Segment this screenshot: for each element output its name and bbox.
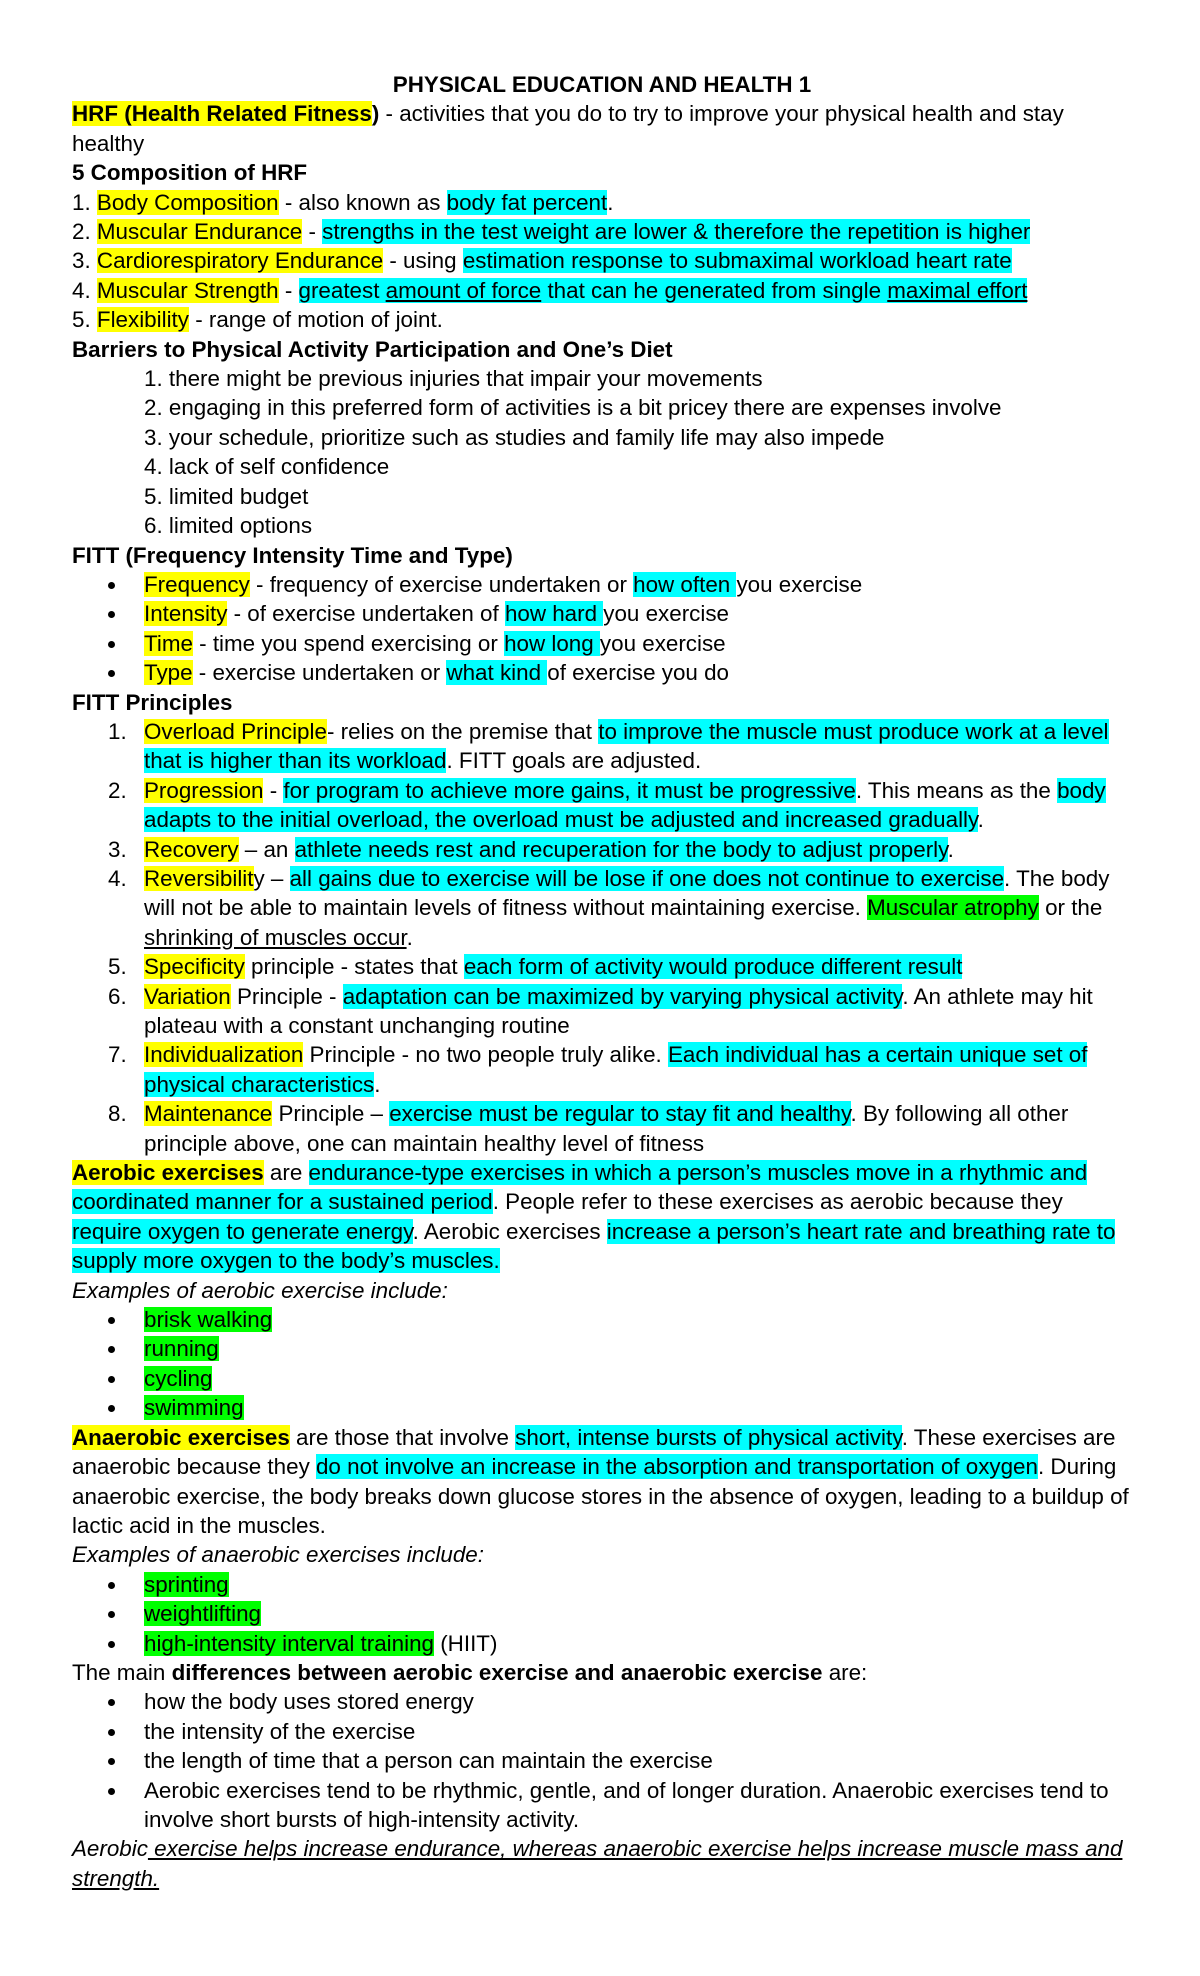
- anaerobic-paragraph: Anaerobic exercises are those that involve short, intense bursts of physical activity. These exercises are anaerobic because they do not involve an increase in the absorption and transportation of oxygen. During anaerobic exercise, the body breaks down glucose stores in the absence of oxygen, leading to a buildup of lactic acid in the muscles.: [72, 1424, 1129, 1538]
- barriers-list: [72, 364, 1132, 540]
- list-item: 7. Individualization Principle - no two people truly alike. Each individual has a certain unique set of physical characteristics.: [108, 1042, 1088, 1097]
- composition-heading: 5 Composition of HRF: [72, 160, 308, 186]
- list-item: 2. engaging in this preferred form of activities is a bit pricey there are expenses involve: [144, 395, 1002, 421]
- aerobic-examples-list: [72, 1305, 1132, 1423]
- list-item: cycling: [72, 1364, 1132, 1393]
- bullet-icon: [108, 1611, 115, 1618]
- list-item: Frequency - frequency of exercise undertaken or how often you exercise: [72, 570, 1132, 599]
- barriers-heading: Barriers to Physical Activity Participation and One’s Diet: [72, 336, 673, 362]
- bullet-icon: [108, 1729, 115, 1736]
- list-item: Intensity - of exercise undertaken of how hard you exercise: [72, 599, 1132, 628]
- list-item: 5. Specificity principle - states that each form of activity would produce different result: [108, 954, 963, 980]
- list-item: Time - time you spend exercising or how long you exercise: [72, 629, 1132, 658]
- bullet-icon: [108, 1317, 115, 1324]
- list-item: 8. Maintenance Principle – exercise must be regular to stay fit and healthy. By following all other principle above, one can maintain healthy level of fitness: [108, 1101, 1069, 1156]
- bullet-icon: [108, 1758, 115, 1765]
- list-item: 6. limited options: [144, 513, 313, 539]
- bullet-icon: [108, 1346, 115, 1353]
- bullet-icon: [108, 1788, 115, 1795]
- list-item: the length of time that a person can maintain the exercise: [72, 1746, 1132, 1775]
- composition-item: 5. Flexibility - range of motion of joint.: [72, 307, 443, 333]
- composition-item: 1. Body Composition - also known as body fat percent.: [72, 189, 614, 215]
- bullet-icon: [108, 670, 115, 677]
- list-item: 4. lack of self confidence: [144, 454, 390, 480]
- list-item: 5. limited budget: [144, 483, 309, 509]
- list-item: the intensity of the exercise: [72, 1717, 1132, 1746]
- bullet-icon: [108, 1582, 115, 1589]
- bullet-icon: [108, 611, 115, 618]
- anaerobic-examples-list: [72, 1570, 1132, 1658]
- hrf-term-close: ): [371, 101, 380, 127]
- list-item: 6. Variation Principle - adaptation can be maximized by varying physical activity. An athlete may hit plateau with a constant unchanging routine: [108, 983, 1093, 1038]
- hrf-term: HRF (Health Related Fitness: [72, 101, 372, 127]
- list-item: swimming: [72, 1393, 1132, 1422]
- differences-intro: The main differences between aerobic exercise and anaerobic exercise are:: [72, 1659, 868, 1685]
- list-item: high-intensity interval training (HIIT): [72, 1629, 1132, 1658]
- hrf-definition: [72, 99, 1132, 158]
- list-item: how the body uses stored energy: [72, 1687, 1132, 1716]
- bullet-icon: [108, 582, 115, 589]
- bullet-icon: [108, 1641, 115, 1648]
- principles-heading: FITT Principles: [72, 689, 233, 715]
- list-item: weightlifting: [72, 1599, 1132, 1628]
- list-item: running: [72, 1334, 1132, 1363]
- aerobic-examples-label: Examples of aerobic exercise include:: [72, 1277, 448, 1303]
- fitt-heading: FITT (Frequency Intensity Time and Type): [72, 542, 513, 568]
- document-page: [72, 70, 1132, 1893]
- bullet-icon: [108, 641, 115, 648]
- closing-statement: Aerobic exercise helps increase endurance, whereas anaerobic exercise helps increase muscle mass and strength.: [72, 1836, 1123, 1891]
- page-title: PHYSICAL EDUCATION AND HEALTH 1: [392, 72, 812, 97]
- list-item: Type - exercise undertaken or what kind of exercise you do: [72, 658, 1132, 687]
- composition-item: 3. Cardiorespiratory Endurance - using estimation response to submaximal workload heart rate: [72, 248, 1012, 274]
- differences-list: [72, 1687, 1132, 1834]
- list-item: 2. Progression - for program to achieve more gains, it must be progressive. This means as the body adapts to the initial overload, the overload must be adjusted and increased gradually.: [108, 777, 1106, 833]
- fitt-list: [72, 570, 1132, 688]
- list-item: 1. Overload Principle- relies on the premise that to improve the muscle must produce work at a level that is higher than its workload. FITT goals are adjusted.: [108, 718, 1109, 774]
- composition-item: 4. Muscular Strength - greatest amount of force that can he generated from single maximal effort: [72, 277, 1028, 303]
- hrf-def: - activities that you do to try to improve your physical health and stay healthy: [72, 101, 1064, 156]
- bullet-icon: [108, 1699, 115, 1706]
- aerobic-paragraph: Aerobic exercises are endurance-type exercises in which a person’s muscles move in a rhythmic and coordinated manner for a sustained period. People refer to these exercises as aerobic because they require oxygen to generate energy. Aerobic exercises increase a person’s heart rate and breathing rate to supply more oxygen to the body’s muscles.: [72, 1160, 1116, 1274]
- list-item: 1. there might be previous injuries that impair your movements: [144, 366, 763, 392]
- bullet-icon: [108, 1376, 115, 1383]
- list-item: Aerobic exercises tend to be rhythmic, gentle, and of longer duration. Anaerobic exercises tend to involve short bursts of high-intensity activity.: [72, 1776, 1132, 1835]
- bullet-icon: [108, 1405, 115, 1412]
- list-item: 3. your schedule, prioritize such as studies and family life may also impede: [144, 424, 885, 450]
- composition-item: 2. Muscular Endurance - strengths in the test weight are lower & therefore the repetition is higher: [72, 219, 1031, 245]
- list-item: sprinting: [72, 1570, 1132, 1599]
- list-item: 3. Recovery – an athlete needs rest and recuperation for the body to adjust properly.: [108, 836, 954, 862]
- list-item: brisk walking: [72, 1305, 1132, 1334]
- principles-list: [72, 717, 1132, 1158]
- list-item: 4. Reversibility – all gains due to exercise will be lose if one does not continue to exercise. The body will not be able to maintain levels of fitness without maintaining exercise. Muscular atrophy or the shrinking of muscles occur.: [108, 865, 1110, 950]
- anaerobic-examples-label: Examples of anaerobic exercises include:: [72, 1542, 484, 1568]
